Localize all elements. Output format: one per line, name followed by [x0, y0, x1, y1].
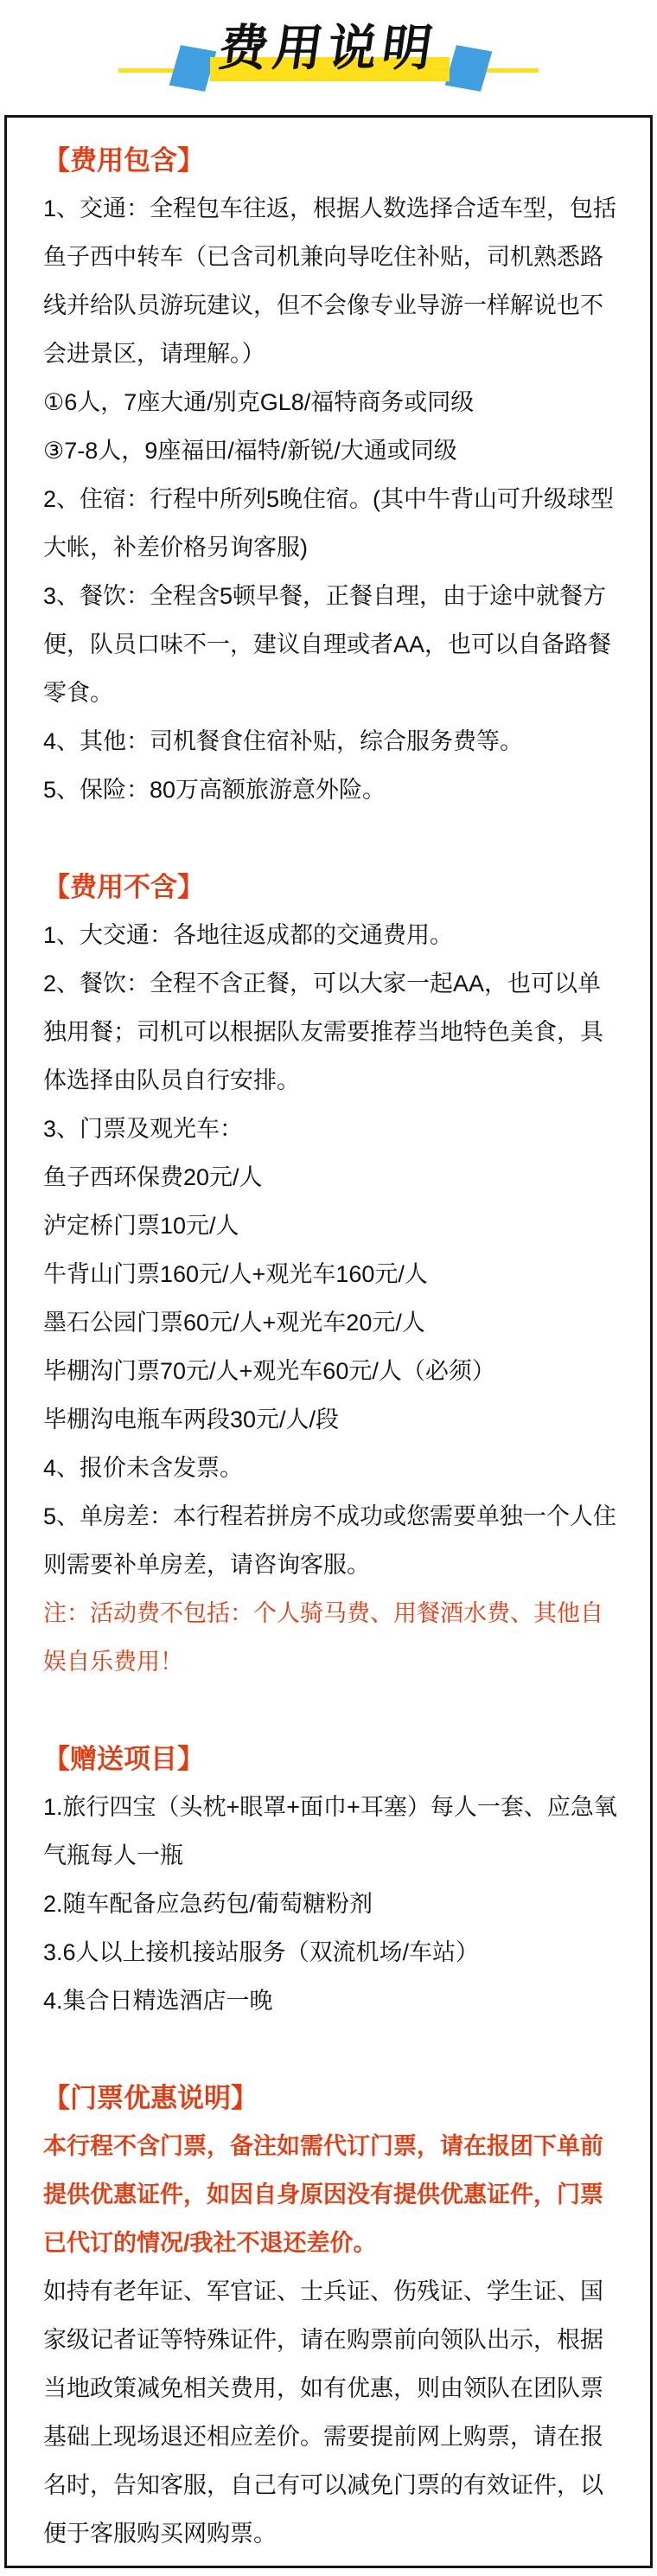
text-line: 会进景区，请理解。）: [43, 340, 265, 367]
text-line: 娱自乐费用！: [43, 1648, 183, 1675]
section-spacer: [43, 811, 624, 860]
text-line: 线并给队员游玩建议，但不会像专业导游一样解说也不: [43, 292, 603, 318]
text-line: 鱼子西中转车（已含司机兼向导吃住补贴，司机熟悉路: [43, 243, 603, 270]
section-heading: 【费用不含】: [43, 871, 204, 902]
text-line: 牛背山门票160元/人+观光车160元/人: [43, 1260, 428, 1287]
section-heading: 【赠送项目】: [43, 1743, 204, 1774]
text-line: 本行程不含门票，备注如需代订门票，请在报团下单前: [43, 2132, 603, 2159]
content-box: [4, 115, 653, 2568]
text-line: 当地政策减免相关费用，如有优惠，则由领队在团队票: [43, 2374, 603, 2401]
text-line: 1、大交通：各地往返成都的交通费用。: [43, 921, 454, 948]
text-line: 便，队员口味不一，建议自理或者AA，也可以自备路餐: [43, 631, 612, 657]
text-line: 毕棚沟电瓶车两段30元/人/段: [43, 1406, 340, 1432]
text-line: 便于客服购买网购票。: [43, 2520, 277, 2547]
text-line: 提供优惠证件，如因自身原因没有提供优惠证件，门票: [43, 2181, 603, 2208]
text-line: 则需要补单房差，请咨询客服。: [43, 1551, 370, 1578]
text-line: 3、餐饮：全程含5顿早餐，正餐自理，由于途中就餐方: [43, 582, 607, 609]
text-line: 鱼子西环保费20元/人: [43, 1163, 263, 1190]
text-line: 独用餐；司机可以根据队友需要推荐当地特色美食，具: [43, 1018, 603, 1045]
text-line: 5、保险：80万高额旅游意外险。: [43, 776, 386, 803]
text-line: 注：活动费不包括：个人骑马费、用餐酒水费、其他自: [43, 1599, 603, 1626]
text-line: 气瓶每人一瓶: [43, 1842, 183, 1868]
text-line: 4.集合日精选酒店一晚: [43, 1987, 273, 2014]
text-line: 大帐，补差价格另询客服): [43, 534, 308, 561]
text-line: 体选择由队员自行安排。: [43, 1067, 300, 1093]
text-line: 3、门票及观光车：: [43, 1115, 244, 1142]
section-heading: 【门票优惠说明】: [43, 2082, 258, 2113]
text-line: 4、其他：司机餐食住宿补贴，综合服务费等。: [43, 727, 524, 754]
text-line: 泸定桥门票10元/人: [43, 1212, 239, 1239]
text-line: 家级记者证等特殊证件，请在购票前向领队出示，根据: [43, 2326, 603, 2353]
text-line: 2.随车配备应急药包/葡萄糖粉剂: [43, 1890, 373, 1917]
text-line: 零食。: [43, 679, 113, 706]
section-spacer: [43, 2022, 624, 2071]
title-banner: [0, 0, 657, 115]
text-line: 如持有老年证、军官证、士兵证、伤残证、学生证、国: [43, 2278, 603, 2304]
text-line: 5、单房差：本行程若拼房不成功或您需要单独一个人住: [43, 1503, 617, 1529]
text-line: 毕棚沟门票70元/人+观光车60元/人（必须）: [43, 1357, 495, 1384]
text-line: 2、餐饮：全程不含正餐，可以大家一起AA，也可以单: [43, 970, 602, 996]
text-line: 2、住宿：行程中所列5晚住宿。(其中牛背山可升级球型: [43, 485, 615, 512]
text-line: 基础上现场退还相应差价。需要提前网上购票，请在报: [43, 2423, 603, 2450]
section-spacer: [43, 1683, 624, 1732]
text-line: 4、报价未含发票。: [43, 1454, 244, 1481]
text-line: ③7-8人，9座福田/福特/新锐/大通或同级: [43, 437, 457, 464]
text-line: 1.旅行四宝（头枕+眼罩+面巾+耳塞）每人一套、应急氧: [43, 1793, 617, 1820]
text-line: 已代订的情况/我社不退还差价。: [43, 2229, 377, 2256]
text-line: 1、交通：全程包车往返，根据人数选择合适车型，包括: [43, 195, 617, 221]
section-heading: 【费用包含】: [43, 144, 204, 176]
text-line: 3.6人以上接机接站服务（双流机场/车站）: [43, 1938, 480, 1965]
text-line: ①6人，7座大通/别克GL8/福特商务或同级: [43, 388, 475, 415]
text-line: 名时，告知客服，自己有可以减免门票的有效证件，以: [43, 2471, 603, 2498]
page-title: 费用说明: [214, 21, 441, 76]
text-line: 墨石公园门票60元/人+观光车20元/人: [43, 1309, 425, 1336]
